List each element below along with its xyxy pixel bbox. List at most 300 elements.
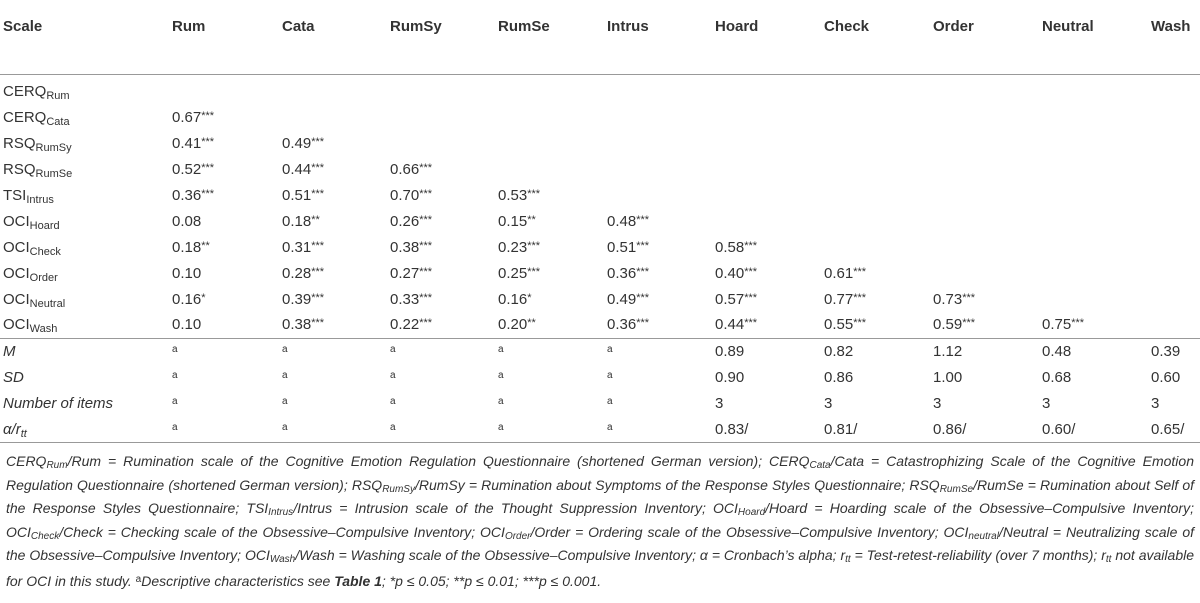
significance-stars: *** — [853, 317, 867, 330]
stat-value: 1.12 — [933, 343, 963, 360]
table-cell — [607, 286, 715, 312]
table-cell — [824, 234, 933, 260]
table-cell — [390, 365, 498, 391]
table-row — [0, 130, 1200, 156]
significance-stars: *** — [419, 291, 433, 304]
table-cell — [607, 182, 715, 208]
stat-name: M — [3, 343, 16, 360]
table-cell — [933, 74, 1042, 104]
table-cell — [607, 130, 715, 156]
scale-name: OCI — [3, 316, 30, 334]
significance-stars: * — [201, 291, 206, 304]
row-label — [0, 286, 172, 312]
significance-stars: *** — [744, 239, 758, 252]
table-cell — [824, 286, 933, 312]
table-cell — [607, 104, 715, 130]
scale-subscript: Intrus — [26, 193, 54, 206]
table-cell — [498, 391, 607, 417]
significance-stars: *** — [311, 187, 325, 200]
table-cell — [498, 182, 607, 208]
stat-value: a — [607, 421, 613, 433]
table-cell — [715, 260, 824, 286]
significance-stars: *** — [1071, 317, 1085, 330]
table-cell — [715, 417, 824, 443]
row-label — [0, 74, 172, 104]
table-cell — [390, 391, 498, 417]
table-cell — [607, 339, 715, 365]
table-cell — [824, 208, 933, 234]
table-cell — [498, 234, 607, 260]
table-cell — [390, 104, 498, 130]
stat-value: a — [282, 370, 288, 381]
column-header: Rum — [172, 17, 206, 35]
stat-value: 0.39 — [1151, 343, 1181, 360]
table-cell — [715, 104, 824, 130]
table-cell — [282, 234, 390, 260]
table-cell — [715, 156, 824, 182]
row-label — [0, 156, 172, 182]
scale-subscript: RumSy — [35, 141, 72, 154]
significance-stars: *** — [419, 213, 433, 226]
correlation-value: 0.33 — [390, 290, 420, 308]
correlation-value: 0.16 — [172, 290, 202, 308]
significance-stars: *** — [636, 265, 650, 278]
table-row — [0, 74, 1200, 104]
stat-value: 3 — [1042, 395, 1051, 412]
significance-stars: ** — [527, 213, 536, 226]
correlation-value: 0.25 — [498, 264, 528, 282]
table-cell — [933, 260, 1042, 286]
correlation-value: 0.39 — [282, 290, 312, 308]
stat-value: 3 — [715, 395, 724, 412]
correlation-value: 0.38 — [282, 316, 312, 334]
correlation-value: 0.22 — [390, 316, 420, 334]
table-cell — [933, 104, 1042, 130]
table-cell — [172, 182, 282, 208]
stat-value: 0.86/ — [933, 420, 967, 438]
correlation-value: 0.10 — [172, 264, 202, 282]
scale-subscript: RumSe — [35, 167, 73, 180]
scale-subscript: Cata — [46, 115, 70, 128]
scale-name: OCI — [3, 238, 30, 256]
scale-name: CERQ — [3, 108, 47, 126]
correlation-value: 0.23 — [498, 238, 528, 256]
stat-value: 1.00 — [933, 369, 963, 386]
correlation-value: 0.38 — [390, 238, 420, 256]
table-cell — [172, 260, 282, 286]
row-label — [0, 208, 172, 234]
significance-stars: *** — [962, 317, 976, 330]
table-row — [0, 286, 1200, 312]
table-cell — [1151, 312, 1200, 338]
table-cell — [1151, 208, 1200, 234]
table-cell — [1042, 74, 1151, 104]
significance-stars: *** — [853, 265, 867, 278]
table-cell — [824, 260, 933, 286]
table-cell — [1151, 286, 1200, 312]
stat-value: a — [390, 396, 396, 407]
significance-stars: * — [527, 291, 532, 304]
column-header: Scale — [3, 17, 43, 35]
correlation-value: 0.58 — [715, 238, 745, 256]
correlation-value: 0.08 — [172, 212, 202, 230]
table-cell — [282, 391, 390, 417]
table-cell — [1042, 391, 1151, 417]
stat-value: 0.81/ — [824, 420, 858, 438]
table-row — [0, 312, 1200, 338]
table-cell — [824, 156, 933, 182]
correlation-value: 0.77 — [824, 290, 854, 308]
table-cell — [172, 365, 282, 391]
column-header: Hoard — [715, 17, 759, 35]
row-label — [0, 130, 172, 156]
stat-value: a — [390, 421, 396, 433]
significance-stars: *** — [527, 239, 541, 252]
table-cell — [498, 312, 607, 338]
correlation-value: 0.15 — [498, 212, 528, 230]
correlation-value: 0.66 — [390, 160, 420, 178]
table-cell — [933, 391, 1042, 417]
table-cell — [1151, 365, 1200, 391]
table-cell — [1042, 130, 1151, 156]
table-cell — [1042, 286, 1151, 312]
correlation-value: 0.28 — [282, 264, 312, 282]
scale-subscript: Check — [29, 245, 61, 258]
significance-stars: *** — [744, 291, 758, 304]
stat-value: a — [390, 370, 396, 381]
correlation-value: 0.41 — [172, 134, 202, 152]
descriptive-rows — [0, 339, 1200, 443]
stat-value: 3 — [1151, 395, 1160, 412]
table-cell — [1042, 182, 1151, 208]
table-cell — [498, 260, 607, 286]
significance-stars: *** — [311, 161, 325, 174]
table-cell — [282, 182, 390, 208]
significance-stars: *** — [419, 239, 433, 252]
significance-stars: ** — [201, 239, 210, 252]
stat-value: 0.60 — [1151, 369, 1181, 386]
scale-subscript: Rum — [46, 89, 70, 102]
table-row — [0, 104, 1200, 130]
stat-value: 0.83/ — [715, 420, 749, 438]
row-label — [0, 234, 172, 260]
table-cell — [933, 182, 1042, 208]
significance-stars: *** — [311, 239, 325, 252]
table-cell — [1151, 156, 1200, 182]
stat-value: 0.89 — [715, 343, 745, 360]
significance-stars: *** — [311, 317, 325, 330]
table-cell — [607, 365, 715, 391]
table-cell — [282, 74, 390, 104]
significance-stars: *** — [419, 161, 433, 174]
table-cell — [1042, 208, 1151, 234]
stat-value: 0.60/ — [1042, 420, 1076, 438]
column-header: Check — [824, 17, 870, 35]
table-cell — [715, 182, 824, 208]
table-cell — [1042, 339, 1151, 365]
significance-stars: *** — [636, 291, 650, 304]
table-cell — [282, 312, 390, 338]
correlation-value: 0.36 — [607, 316, 637, 334]
stat-value: 0.90 — [715, 369, 745, 386]
correlation-value: 0.52 — [172, 160, 202, 178]
correlation-value: 0.48 — [607, 212, 637, 230]
table-cell — [1151, 74, 1200, 104]
table-cell — [390, 156, 498, 182]
table-cell — [172, 104, 282, 130]
significance-stars: *** — [201, 135, 215, 148]
correlation-value: 0.31 — [282, 238, 312, 256]
significance-stars: *** — [527, 187, 541, 200]
stat-name: SD — [3, 369, 24, 386]
scale-subscript: Order — [29, 271, 58, 284]
table-cell — [715, 312, 824, 338]
table-row — [0, 365, 1200, 391]
correlation-value: 0.57 — [715, 290, 745, 308]
correlation-value: 0.44 — [715, 316, 745, 334]
table-cell — [282, 365, 390, 391]
stat-value: a — [498, 421, 504, 433]
table-cell — [282, 260, 390, 286]
row-label — [0, 104, 172, 130]
table-cell — [607, 391, 715, 417]
stat-value: a — [172, 396, 178, 407]
scale-subscript: Hoard — [29, 219, 60, 232]
significance-stars: ** — [311, 213, 320, 226]
table-cell — [824, 104, 933, 130]
correlation-value: 0.10 — [172, 316, 202, 334]
table-cell — [172, 208, 282, 234]
table-cell — [1042, 104, 1151, 130]
significance-stars: *** — [201, 109, 215, 122]
table-cell — [1151, 260, 1200, 286]
stat-value: 0.48 — [1042, 343, 1072, 360]
correlation-value: 0.55 — [824, 316, 854, 334]
column-header: RumSy — [390, 17, 442, 35]
correlation-value: 0.26 — [390, 212, 420, 230]
table-cell — [1042, 365, 1151, 391]
table-cell — [1042, 156, 1151, 182]
significance-stars: ** — [527, 317, 536, 330]
table-row — [0, 182, 1200, 208]
scale-subscript: Wash — [29, 323, 58, 336]
table-cell — [1151, 130, 1200, 156]
stat-value: a — [498, 396, 504, 407]
table-cell — [933, 130, 1042, 156]
correlation-table — [0, 10, 1200, 443]
table-cell — [933, 417, 1042, 443]
table-cell — [282, 339, 390, 365]
stat-value: 3 — [933, 395, 942, 412]
correlation-value: 0.49 — [607, 290, 637, 308]
table-row — [0, 339, 1200, 365]
table-cell — [607, 156, 715, 182]
table-cell — [498, 286, 607, 312]
table-cell — [390, 234, 498, 260]
table-cell — [172, 74, 282, 104]
table-cell — [824, 74, 933, 104]
correlation-value: 0.75 — [1042, 316, 1072, 334]
table-row — [0, 260, 1200, 286]
table-cell — [607, 234, 715, 260]
significance-stars: *** — [744, 317, 758, 330]
correlation-value: 0.61 — [824, 264, 854, 282]
significance-stars: *** — [311, 265, 325, 278]
correlation-value: 0.20 — [498, 316, 528, 334]
table-cell — [498, 208, 607, 234]
table-cell — [715, 208, 824, 234]
significance-stars: *** — [419, 187, 433, 200]
table-cell — [498, 156, 607, 182]
correlation-value: 0.70 — [390, 186, 420, 204]
stat-value: a — [282, 421, 288, 433]
table-cell — [498, 130, 607, 156]
significance-stars: *** — [419, 265, 433, 278]
table-cell — [390, 339, 498, 365]
table-footnote: CERQRum/Rum = Rumination scale of the Cognitive Emotion Regulation Questionnaire (shortened German version); CERQCata/Cata = Catastrophizing Scale of the Cognitive Emotion Regulation Questionnaire (shortened German version); RSQRumSy/RumSy = Rumination about Symptoms of the Response Styles Questionnaire; RSQRumSe/RumSe = Rumination about Self of the Response Styles Questionnaire; TSIIntrus/Intrus = Intrusion scale of the Thought Suppression Inventory; OCIHoard/Hoard = Hoarding scale of the Obsessive–Compulsive Inventory; OCICheck/Check = Checking scale of the Obsessive–Compulsive Inventory; OCIOrder/Order = Ordering scale of the Obsessive–Compulsive Inventory; OCIneutral/Neutral = Neutralizing scale of the Obsessive–Compulsive Inventory; OCIWash/Wash = Washing scale of the Obsessive–Compulsive Inventory; α = Cronbach’s alpha; rtt = Test-retest-reliability (over 7 months); rtt not available for OCI in this study. $^a$Descriptive characteristics see Table 1; *p ≤ 0.05; **p ≤ 0.01; ***p ≤ 0.001. — [6, 453, 1194, 589]
scale-name: OCI — [3, 264, 30, 282]
table-cell — [1151, 182, 1200, 208]
correlation-value: 0.73 — [933, 290, 963, 308]
stat-value: a — [607, 396, 613, 407]
row-label — [0, 260, 172, 286]
stat-value: a — [172, 370, 178, 381]
table-cell — [282, 104, 390, 130]
stat-value: a — [498, 370, 504, 381]
table-cell — [824, 182, 933, 208]
stat-value: a — [172, 421, 178, 433]
table-cell — [172, 391, 282, 417]
correlation-value: 0.49 — [282, 134, 312, 152]
table-cell — [933, 286, 1042, 312]
correlation-value: 0.53 — [498, 186, 528, 204]
table-cell — [824, 339, 933, 365]
table-row — [0, 391, 1200, 417]
significance-stars: *** — [527, 265, 541, 278]
correlation-value: 0.51 — [607, 238, 637, 256]
stat-value: a — [172, 344, 178, 355]
table-cell — [498, 104, 607, 130]
significance-stars: *** — [636, 317, 650, 330]
table-cell — [390, 286, 498, 312]
table-cell — [715, 130, 824, 156]
table-cell — [390, 208, 498, 234]
table-row — [0, 208, 1200, 234]
row-label — [0, 312, 172, 338]
column-header: Cata — [282, 17, 315, 35]
significance-stars: *** — [744, 265, 758, 278]
row-label — [0, 339, 172, 365]
table-cell — [390, 182, 498, 208]
table-cell — [607, 74, 715, 104]
scale-subscript: Neutral — [29, 297, 66, 310]
scale-name: OCI — [3, 212, 30, 230]
table-cell — [390, 130, 498, 156]
table-cell — [282, 130, 390, 156]
table-cell — [390, 417, 498, 443]
scale-name: RSQ — [3, 134, 36, 152]
table-cell — [607, 260, 715, 286]
correlation-value: 0.36 — [172, 186, 202, 204]
table-cell — [933, 208, 1042, 234]
table-cell — [498, 74, 607, 104]
table-cell — [824, 312, 933, 338]
table-cell — [1151, 104, 1200, 130]
row-label — [0, 182, 172, 208]
table-cell — [715, 391, 824, 417]
table-1-reference[interactable]: Table 1 — [334, 572, 382, 589]
table-cell — [498, 365, 607, 391]
table-cell — [1151, 417, 1200, 443]
table-cell — [282, 286, 390, 312]
scale-name: RSQ — [3, 160, 36, 178]
table-cell — [1042, 234, 1151, 260]
stat-value: 3 — [824, 395, 833, 412]
table-cell — [1042, 260, 1151, 286]
table-cell — [1042, 417, 1151, 443]
table-cell — [282, 208, 390, 234]
correlation-value: 0.27 — [390, 264, 420, 282]
table-cell — [824, 417, 933, 443]
stat-value: a — [282, 396, 288, 407]
significance-stars: *** — [636, 213, 650, 226]
correlation-value: 0.40 — [715, 264, 745, 282]
stat-value: 0.82 — [824, 343, 854, 360]
column-header: Wash — [1151, 17, 1191, 35]
table-cell — [498, 339, 607, 365]
stat-name: α/r — [3, 420, 21, 438]
table-cell — [824, 130, 933, 156]
significance-stars: *** — [853, 291, 867, 304]
table-cell — [390, 74, 498, 104]
table-cell — [282, 156, 390, 182]
correlation-value: 0.51 — [282, 186, 312, 204]
correlation-value: 0.18 — [172, 238, 202, 256]
significance-stars: *** — [962, 291, 976, 304]
table-cell — [933, 234, 1042, 260]
table-cell — [824, 365, 933, 391]
stat-value: a — [607, 344, 613, 355]
correlation-rows — [0, 74, 1200, 338]
significance-stars: *** — [201, 187, 215, 200]
table-cell — [607, 417, 715, 443]
table-cell — [715, 74, 824, 104]
scale-name: OCI — [3, 290, 30, 308]
correlation-value: 0.44 — [282, 160, 312, 178]
table-cell — [715, 339, 824, 365]
correlation-value: 0.59 — [933, 316, 963, 334]
table-cell — [607, 312, 715, 338]
stat-name: Number of items — [3, 395, 114, 412]
table-cell — [172, 312, 282, 338]
table-cell — [172, 286, 282, 312]
significance-stars: *** — [636, 239, 650, 252]
table-header — [0, 10, 1200, 74]
scale-name: TSI — [3, 186, 27, 204]
table-cell — [933, 156, 1042, 182]
column-header: RumSe — [498, 17, 550, 35]
table-row — [0, 417, 1200, 443]
correlation-value: 0.16 — [498, 290, 528, 308]
table-cell — [172, 156, 282, 182]
table-cell — [933, 365, 1042, 391]
row-label — [0, 417, 172, 443]
correlation-value: 0.36 — [607, 264, 637, 282]
table-cell — [1151, 391, 1200, 417]
table-cell — [933, 339, 1042, 365]
significance-stars: *** — [419, 317, 433, 330]
stat-subscript: tt — [20, 427, 27, 440]
